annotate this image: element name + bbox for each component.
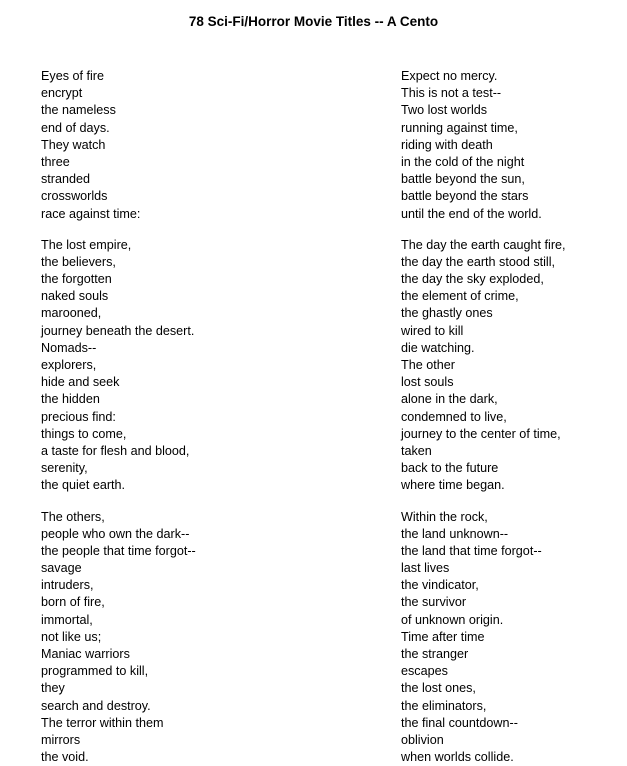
poem-line: three bbox=[41, 154, 196, 171]
stanza bbox=[401, 509, 566, 766]
poem-line: not like us; bbox=[41, 629, 196, 646]
poem-line: when worlds collide. bbox=[401, 749, 566, 766]
poem-line: last lives bbox=[401, 560, 566, 577]
poem-line: battle beyond the sun, bbox=[401, 171, 566, 188]
poem-line: wired to kill bbox=[401, 323, 566, 340]
poem-line: precious find: bbox=[41, 409, 196, 426]
poem-line: The lost empire, bbox=[41, 237, 196, 254]
poem-line: immortal, bbox=[41, 612, 196, 629]
poem-line: marooned, bbox=[41, 305, 196, 322]
poem-line: the ghastly ones bbox=[401, 305, 566, 322]
poem-line: Two lost worlds bbox=[401, 102, 566, 119]
poem-line: Maniac warriors bbox=[41, 646, 196, 663]
stanza bbox=[41, 68, 196, 223]
poem-line: the nameless bbox=[41, 102, 196, 119]
poem-line: race against time: bbox=[41, 206, 196, 223]
poem-line: The others, bbox=[41, 509, 196, 526]
poem-line: Nomads-- bbox=[41, 340, 196, 357]
poem-line: Expect no mercy. bbox=[401, 68, 566, 85]
poem-line: naked souls bbox=[41, 288, 196, 305]
poem-line: the day the sky exploded, bbox=[401, 271, 566, 288]
poem-line: until the end of the world. bbox=[401, 206, 566, 223]
poem-line: condemned to live, bbox=[401, 409, 566, 426]
poem-line: the people that time forgot-- bbox=[41, 543, 196, 560]
poem-line: explorers, bbox=[41, 357, 196, 374]
poem-line: the forgotten bbox=[41, 271, 196, 288]
poem-column-left bbox=[41, 68, 196, 766]
poem-line: They watch bbox=[41, 137, 196, 154]
poem-line: serenity, bbox=[41, 460, 196, 477]
poem-line: oblivion bbox=[401, 732, 566, 749]
poem-line: born of fire, bbox=[41, 594, 196, 611]
poem-line: a taste for flesh and blood, bbox=[41, 443, 196, 460]
poem-line: hide and seek bbox=[41, 374, 196, 391]
stanza bbox=[401, 237, 566, 495]
poem-line: the eliminators, bbox=[401, 698, 566, 715]
poem-line: journey to the center of time, bbox=[401, 426, 566, 443]
poem-title: 78 Sci-Fi/Horror Movie Titles -- A Cento bbox=[0, 13, 627, 30]
poem-line: mirrors bbox=[41, 732, 196, 749]
poem-line: savage bbox=[41, 560, 196, 577]
poem-line: programmed to kill, bbox=[41, 663, 196, 680]
poem-line: The other bbox=[401, 357, 566, 374]
poem-line: the stranger bbox=[401, 646, 566, 663]
poem-line: the void. bbox=[41, 749, 196, 766]
poem-line: lost souls bbox=[401, 374, 566, 391]
poem-line: the land that time forgot-- bbox=[401, 543, 566, 560]
poem-line: alone in the dark, bbox=[401, 391, 566, 408]
poem-line: stranded bbox=[41, 171, 196, 188]
poem-line: Within the rock, bbox=[401, 509, 566, 526]
poem-line: This is not a test-- bbox=[401, 85, 566, 102]
stanza bbox=[41, 509, 196, 766]
poem-line: the day the earth stood still, bbox=[401, 254, 566, 271]
poem-line: crossworlds bbox=[41, 188, 196, 205]
poem-line: the lost ones, bbox=[401, 680, 566, 697]
stanza bbox=[41, 237, 196, 495]
poem-line: die watching. bbox=[401, 340, 566, 357]
poem-line: things to come, bbox=[41, 426, 196, 443]
poem-line: escapes bbox=[401, 663, 566, 680]
poem-line: of unknown origin. bbox=[401, 612, 566, 629]
poem-line: the vindicator, bbox=[401, 577, 566, 594]
poem-line: the survivor bbox=[401, 594, 566, 611]
poem-line: riding with death bbox=[401, 137, 566, 154]
poem-line: where time began. bbox=[401, 477, 566, 494]
poem-line: running against time, bbox=[401, 120, 566, 137]
poem-line: Time after time bbox=[401, 629, 566, 646]
poem-line: the element of crime, bbox=[401, 288, 566, 305]
poem-column-right bbox=[401, 68, 566, 766]
poem-line: Eyes of fire bbox=[41, 68, 196, 85]
poem-line: the quiet earth. bbox=[41, 477, 196, 494]
poem-line: people who own the dark-- bbox=[41, 526, 196, 543]
poem-line: The terror within them bbox=[41, 715, 196, 732]
poem-line: intruders, bbox=[41, 577, 196, 594]
poem-line: encrypt bbox=[41, 85, 196, 102]
poem-line: The day the earth caught fire, bbox=[401, 237, 566, 254]
poem-line: journey beneath the desert. bbox=[41, 323, 196, 340]
poem-line: the land unknown-- bbox=[401, 526, 566, 543]
poem-line: in the cold of the night bbox=[401, 154, 566, 171]
poem-line: back to the future bbox=[401, 460, 566, 477]
poem-line: they bbox=[41, 680, 196, 697]
poem-line: battle beyond the stars bbox=[401, 188, 566, 205]
poem-line: taken bbox=[401, 443, 566, 460]
stanza bbox=[401, 68, 566, 223]
poem-line: search and destroy. bbox=[41, 698, 196, 715]
poem-line: the hidden bbox=[41, 391, 196, 408]
poem-line: the believers, bbox=[41, 254, 196, 271]
poem-line: the final countdown-- bbox=[401, 715, 566, 732]
poem-line: end of days. bbox=[41, 120, 196, 137]
